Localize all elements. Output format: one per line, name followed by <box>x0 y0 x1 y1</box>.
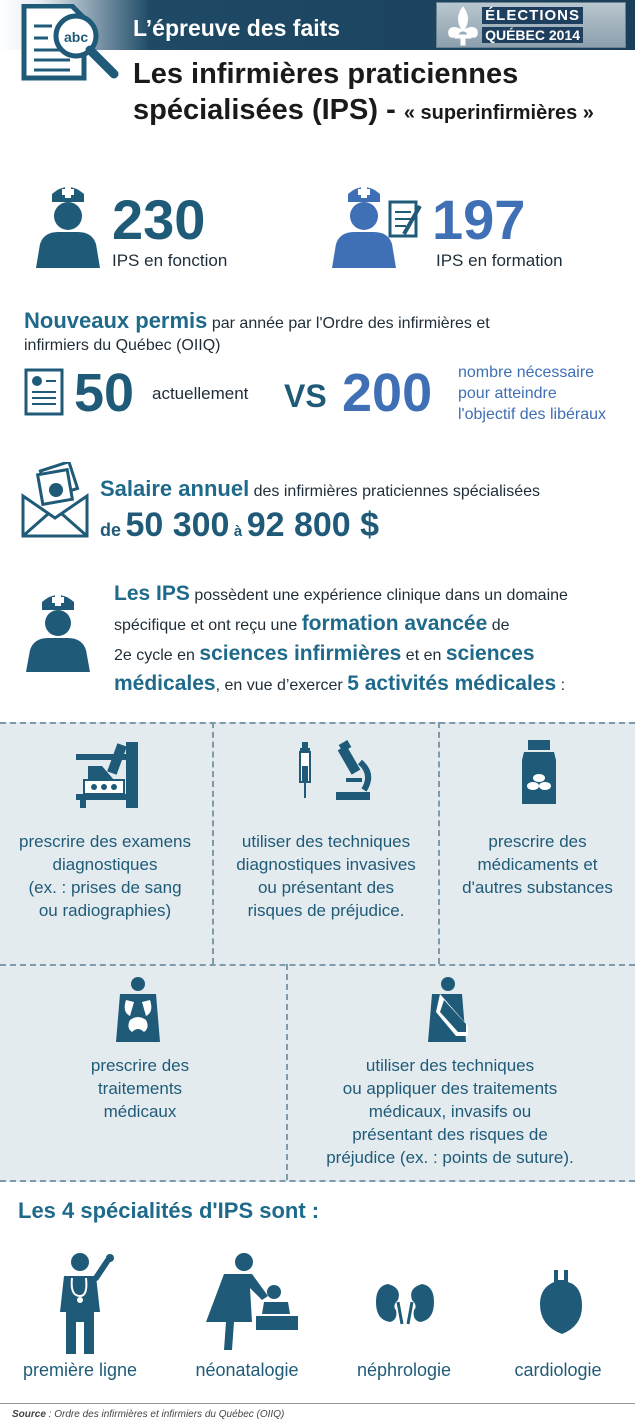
grid-divider-middle <box>0 964 635 966</box>
permits-heading <box>24 308 624 334</box>
activity-4-line-1: prescrire des <box>90 1056 190 1075</box>
doctor-icon <box>58 1252 118 1356</box>
ips-text-2a: spécifique et ont reçu une <box>114 617 302 634</box>
syringe-microscope-icon <box>294 740 374 802</box>
activity-2-line-3: ou présentant des <box>257 878 395 897</box>
salary-min: 50 300 <box>125 506 230 544</box>
source-text: : Ordre des infirmières et infirmiers du Québec (OIIQ) <box>45 1409 285 1420</box>
magnifier-text: abc <box>64 29 89 45</box>
ips-line-2 <box>114 610 629 640</box>
activity-1-line-1: prescrire des examens <box>19 832 191 851</box>
ips-line-1 <box>114 580 629 610</box>
ips-text-3a: 2e cycle en <box>114 647 200 664</box>
activity-3-line-3: d'autres substances <box>462 878 613 897</box>
activity-2-line-1: utiliser des techniques <box>241 832 411 851</box>
badge-line-1: ÉLECTIONS <box>482 7 583 24</box>
ips-text-2b: de <box>487 617 510 634</box>
ips-bold-4: sciences <box>445 642 535 665</box>
stat-in-function-number: 230 <box>112 188 206 251</box>
activity-2-line-4: risques de préjudice. <box>247 901 405 920</box>
ips-text-1: possèdent une expérience clinique dans un domaine <box>189 587 568 604</box>
permits-heading-line-2: infirmiers du Québec (OIIQ) <box>24 337 221 354</box>
activity-4-line-2: traitements <box>97 1079 183 1098</box>
stat-in-training-label: IPS en formation <box>436 251 563 270</box>
activity-5-line-2: ou appliquer des traitements <box>342 1079 558 1098</box>
baby-care-icon <box>204 1252 300 1352</box>
section-title: L’épreuve des faits <box>133 15 341 41</box>
salary-heading-rest: des infirmières praticiennes spécialisées <box>249 483 540 500</box>
specialty-nephrology: néphrologie <box>356 1360 452 1380</box>
fleur-de-lis-icon <box>443 5 483 47</box>
page-title-sub: « superinfirmières » <box>403 102 594 124</box>
stat-in-function-label: IPS en fonction <box>112 251 228 270</box>
specialties-heading: Les 4 spécialités d'IPS sont : <box>18 1198 320 1223</box>
ips-description <box>114 580 629 700</box>
ips-bold-1: Les IPS <box>114 582 190 605</box>
activity-2-line-2: diagnostiques invasives <box>236 855 416 874</box>
internal-organs-icon <box>112 976 164 1044</box>
salary-max: 92 800 $ <box>246 506 380 544</box>
activity-cell-3 <box>440 830 635 899</box>
kidneys-icon <box>374 1282 436 1326</box>
permits-heading-bold: Nouveaux permis <box>24 308 208 333</box>
activity-cell-5 <box>290 1054 610 1169</box>
ips-text-5: : <box>556 677 566 694</box>
xray-exam-icon <box>74 740 142 810</box>
page-title-main: spécialisées (IPS) - <box>133 94 404 126</box>
activity-3-line-1: prescrire des <box>488 832 587 851</box>
salary-from-word: de <box>100 520 122 540</box>
nurse-icon-2 <box>22 588 94 674</box>
elections-badge <box>436 2 626 48</box>
activity-cell-1 <box>0 830 210 922</box>
permits-current-label: actuellement <box>152 384 249 403</box>
arm-sling-icon <box>426 976 474 1046</box>
activity-4-line-3: médicaux <box>103 1102 177 1121</box>
stat-in-training-number: 197 <box>432 188 526 251</box>
page-title-line-2 <box>133 94 594 127</box>
activity-1-line-3: (ex. : prises de sang <box>28 878 182 897</box>
specialty-cardiology: cardiologie <box>514 1360 602 1380</box>
grid-divider-v3 <box>286 964 288 1180</box>
salary-to-word: à <box>233 523 243 540</box>
permits-heading-rest: par année par l'Ordre des infirmières et <box>207 315 490 332</box>
salary-range <box>100 506 379 545</box>
salary-heading-bold: Salaire annuel <box>100 476 250 501</box>
ips-line-4 <box>114 670 629 700</box>
grid-divider-bottom <box>0 1180 635 1182</box>
specialty-neonatology: néonatalogie <box>195 1360 299 1380</box>
envelope-money-icon <box>20 462 90 542</box>
badge-line-2: QUÉBEC 2014 <box>482 27 583 43</box>
footer-divider <box>0 1403 635 1404</box>
versus-label: VS <box>284 378 327 414</box>
grid-divider-top <box>0 722 635 724</box>
specialty-primary-care: première ligne <box>22 1360 138 1380</box>
source-label: Source <box>12 1409 46 1420</box>
certificate-icon <box>24 368 64 416</box>
activity-5-line-1: utiliser des techniques <box>365 1056 535 1075</box>
permits-needed-line-3: l'objectif des libéraux <box>458 406 607 423</box>
activity-1-line-2: diagnostiques <box>52 855 158 874</box>
permits-needed-number: 200 <box>342 363 433 423</box>
activity-cell-4 <box>0 1054 280 1123</box>
ips-bold-2: formation avancée <box>301 612 488 635</box>
ips-line-3 <box>114 640 629 670</box>
permits-current-number: 50 <box>74 363 135 423</box>
activity-3-line-2: médicaments et <box>477 855 598 874</box>
ips-bold-5: médicales <box>114 672 216 695</box>
activity-cell-2 <box>214 830 438 922</box>
ips-text-4: , en vue d’exercer <box>215 677 348 694</box>
ips-bold-3: sciences infirmières <box>199 642 402 665</box>
heart-organ-icon <box>536 1268 586 1336</box>
activity-5-line-3: médicaux, invasifs ou <box>368 1102 532 1121</box>
nurse-with-clipboard-icon <box>326 180 426 270</box>
permits-needed-caption <box>458 362 606 425</box>
page-title-line-1: Les infirmières praticiennes <box>133 58 519 90</box>
activity-1-line-4: ou radiographies) <box>38 901 172 920</box>
activity-5-line-4: présentant des risques de <box>352 1125 548 1144</box>
ips-text-3b: et en <box>401 647 446 664</box>
permits-needed-line-1: nombre nécessaire <box>458 364 595 381</box>
medication-bottle-icon <box>518 738 560 808</box>
source-note <box>12 1409 284 1420</box>
activity-5-line-5: préjudice (ex. : points de suture). <box>326 1148 574 1167</box>
ips-bold-6: 5 activités médicales <box>347 672 557 695</box>
permits-needed-line-2: pour atteindre <box>458 385 557 402</box>
nurse-icon <box>30 180 106 270</box>
salary-heading <box>100 476 620 502</box>
